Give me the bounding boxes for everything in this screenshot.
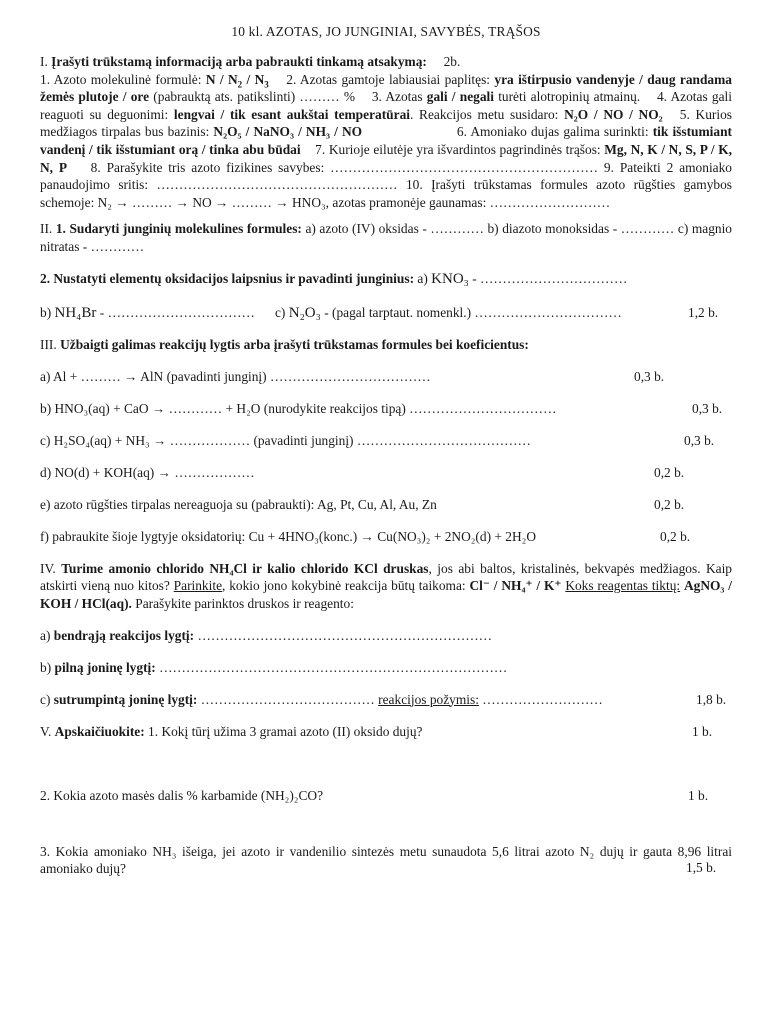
reaction-f-text: f) pabraukite šioje lygtyje oksidatorių: Cu + 4HNO₃(konc.) → Cu(NO₃)₂ + 2NO₂(d) + 2H₂O (40, 528, 536, 544)
points-label: 1,5 b. (686, 860, 717, 876)
q6-options: tik išstumiant vandenį / tik išstumiant orą / tinka abu būdai (40, 124, 732, 157)
reaction-sign-label: reakcijos požymis: (378, 691, 479, 707)
q7-options: Mg, N, K / N, S, P / K, N, P (40, 141, 732, 175)
section-1 (40, 53, 732, 211)
section-4-b-label: pilną joninę lygtį: (54, 659, 156, 675)
points-label: 1 b. (692, 723, 713, 739)
section-2-q2 (40, 270, 732, 289)
section-4-a-label: bendrąją reakcijos lygtį: (53, 627, 195, 643)
points-label: 0,3 b. (684, 432, 715, 448)
section-4 (40, 560, 732, 613)
answer-line: ………………………………… (200, 691, 375, 707)
q1-options: N / $N_2 / N_3$ (205, 71, 269, 90)
q2-options: yra ištirpusio vandenyje / daug randama žemės plutoje / ore (40, 71, 732, 105)
q5-options: N₂O₅ / NaNO₃ / NH₃ / NO (213, 124, 363, 140)
points-label: 0,2 b. (660, 528, 691, 544)
q3-options: gali / negali (426, 89, 494, 105)
task-2 (40, 787, 732, 805)
section-4-underlined-1: Parinkite (173, 578, 223, 594)
q2-note: (pabrauktą ats. patikslinti) ……… % (153, 89, 355, 105)
answer-line-a: - …………………………… (468, 270, 628, 286)
q3-text-end: turėti alotropinių atmainų. (498, 89, 641, 105)
points-label: 0,2 b. (654, 496, 685, 512)
page-title: 10 kl. AZOTAS, JO JUNGINIAI, SAVYBĖS, TRĄŠOS (231, 24, 541, 39)
task-3-text: 3. Kokia amoniako NH₃ išeiga, jei azoto ir vandenilio sintezės metu sunaudota 5,6 litrai azoto N₂ dujų ir gauta 8,96 litrai amoniako dujų? (40, 843, 732, 877)
label-a: a) (417, 270, 428, 286)
section-4-reagent-options: AgNO₃ / KOH / HCl(aq). (40, 578, 733, 611)
label-c: c) (274, 305, 286, 321)
q8-10-text: 8. Parašykite tris azoto fizikines savybes: …………………………………………………… 9. Pateikti 2 amoniako panaudojimo sritis: ……………………………………………… 10. Įrašyti trūkstamas formules azoto rūgšties gamybos schemoje: N₂ → ……… → NO → ……… → HNO₃, azotas pramonėje gaunamas: ……………………… (40, 159, 733, 210)
reaction-d (40, 464, 732, 482)
reaction-a-text: a) Al + ……… → AlN (pavadinti junginį) ……………………………… (40, 368, 431, 384)
section-4-text-3: Parašykite parinktos druskos ir reagento: (135, 595, 354, 611)
section-4-text-2: , kokio jono kokybinė reakcija būtų taikoma: (222, 578, 466, 594)
section-5-heading: Apskaičiuokite: (54, 723, 145, 739)
section-2-q1-heading: 1. Sudaryti junginių molekulines formules: (55, 221, 302, 237)
task-1-text: 1. Kokį tūrį užima 3 gramai azoto (II) oksido dujų? (148, 723, 423, 739)
section-2-q2-bc (40, 304, 732, 322)
q2-text: 2. Azotas gamtoje labiausiai paplitęs: (286, 71, 491, 87)
section-2 (40, 220, 732, 255)
section-2-q2-heading: 2. Nustatyti elementų oksidacijos laipsnius ir pavadinti junginius: (40, 270, 415, 286)
section-5-number: V. (40, 723, 52, 739)
section-4-a (40, 627, 732, 645)
section-4-c-label: sutrumpintą joninę lygtį: (53, 691, 198, 707)
points-label: 1,8 b. (696, 691, 727, 707)
section-1-points: 2b. (443, 54, 461, 69)
task-3 (40, 843, 732, 878)
section-2-q1-items: a) azoto (IV) oksidas - ………… b) diazoto monoksidas - ………… c) magnio nitratas - ………… (40, 221, 733, 254)
reaction-f (40, 528, 732, 546)
label-c: c) (40, 691, 51, 707)
label-b: b) (40, 659, 52, 675)
formula-nh4br: NH₄Br (54, 305, 97, 322)
q4-products: N₂O / NO / NO₂ (564, 106, 663, 122)
worksheet-page (40, 24, 732, 878)
q6-text: 6. Amoniako dujas galima surinkti: (456, 124, 649, 140)
label-a: a) (40, 627, 51, 643)
q4-options: lengvai / tik esant aukštai temperatūrai (173, 106, 410, 122)
task-2-text: 2. Kokia azoto masės dalis % karbamide (NH₂)₂CO? (40, 787, 324, 803)
q3-text: 3. Azotas (371, 89, 423, 105)
points-label: 0,3 b. (634, 368, 665, 384)
reaction-d-text: d) NO(d) + KOH(aq) → ……………… (40, 464, 255, 480)
section-3 (40, 336, 732, 354)
section-1-heading: Įrašyti trūkstamą informaciją arba pabraukti tinkamą atsakymą: (51, 54, 427, 69)
section-2-number: II. (40, 221, 53, 237)
section-4-heading: Turime amonio chlorido NH₄Cl ir kalio chlorido KCl druskas (61, 560, 429, 576)
section-4-number: IV. (40, 560, 56, 576)
points-label: 1 b. (688, 787, 709, 803)
formula-n2o3: N₂O₃ (288, 305, 321, 322)
section-4-ion-options: Cl⁻ / NH₄⁺ / K⁺ (469, 578, 562, 594)
q4-text: 4. Azotas gali reaguoti su deguonimi: (40, 89, 732, 122)
q5-text: 5. Kurios medžiagos tirpalas bus bazinis: (40, 106, 732, 140)
section-3-heading: Užbaigti galimas reakcijų lygtis arba įrašyti trūkstamas formules bei koeficientus: (60, 337, 529, 353)
reaction-e (40, 496, 732, 514)
answer-line-b: - …………………………… (96, 305, 255, 321)
q7-text: 7. Kurioje eilutėje yra išvardintos pagrindinės trąšos: (315, 141, 601, 157)
reaction-a (40, 368, 732, 386)
section-4-text-1: , jos abi baltos, kristalinės, bekvapės medžiagos. Kaip atskirti vieną nuo kitos? (40, 560, 732, 594)
reaction-b-text: b) HNO₃(aq) + CaO → ………… + H₂O (nurodykite reakcijos tipą) …………………………… (40, 400, 557, 416)
reaction-c-text: c) H₂SO₄(aq) + NH₃ → ……………… (pavadinti junginį) ………………………………… (40, 432, 531, 448)
section-4-b (40, 659, 732, 677)
section-1-number: I. (40, 54, 48, 69)
answer-line: …………………………………………………………………… (159, 659, 508, 675)
formula-kno3: KNO₃ (431, 270, 469, 287)
points-label: 0,3 b. (692, 400, 723, 416)
section-4-underlined-2: Koks reagentas tiktų: (565, 578, 681, 594)
q1-text: 1. Azoto molekulinė formulė: (40, 71, 202, 87)
section-3-number: III. (40, 337, 57, 353)
label-b: b) (40, 305, 52, 321)
answer-line: ……………………… (482, 691, 603, 707)
answer-line-c: - (pagal tarptaut. nomenkl.) …………………………… (320, 305, 622, 321)
answer-line: ………………………………………………………… (197, 627, 493, 643)
points-label: 1,2 b. (688, 305, 719, 321)
q4-text-2: . Reakcijos metu susidaro: (409, 106, 559, 122)
points-label: 0,2 b. (654, 464, 685, 480)
section-5 (40, 723, 732, 741)
reaction-c (40, 432, 732, 450)
reaction-b (40, 400, 732, 418)
section-4-c (40, 691, 732, 709)
reaction-e-text: e) azoto rūgšties tirpalas nereaguoja su (pabraukti): Ag, Pt, Cu, Al, Au, Zn (40, 496, 437, 512)
